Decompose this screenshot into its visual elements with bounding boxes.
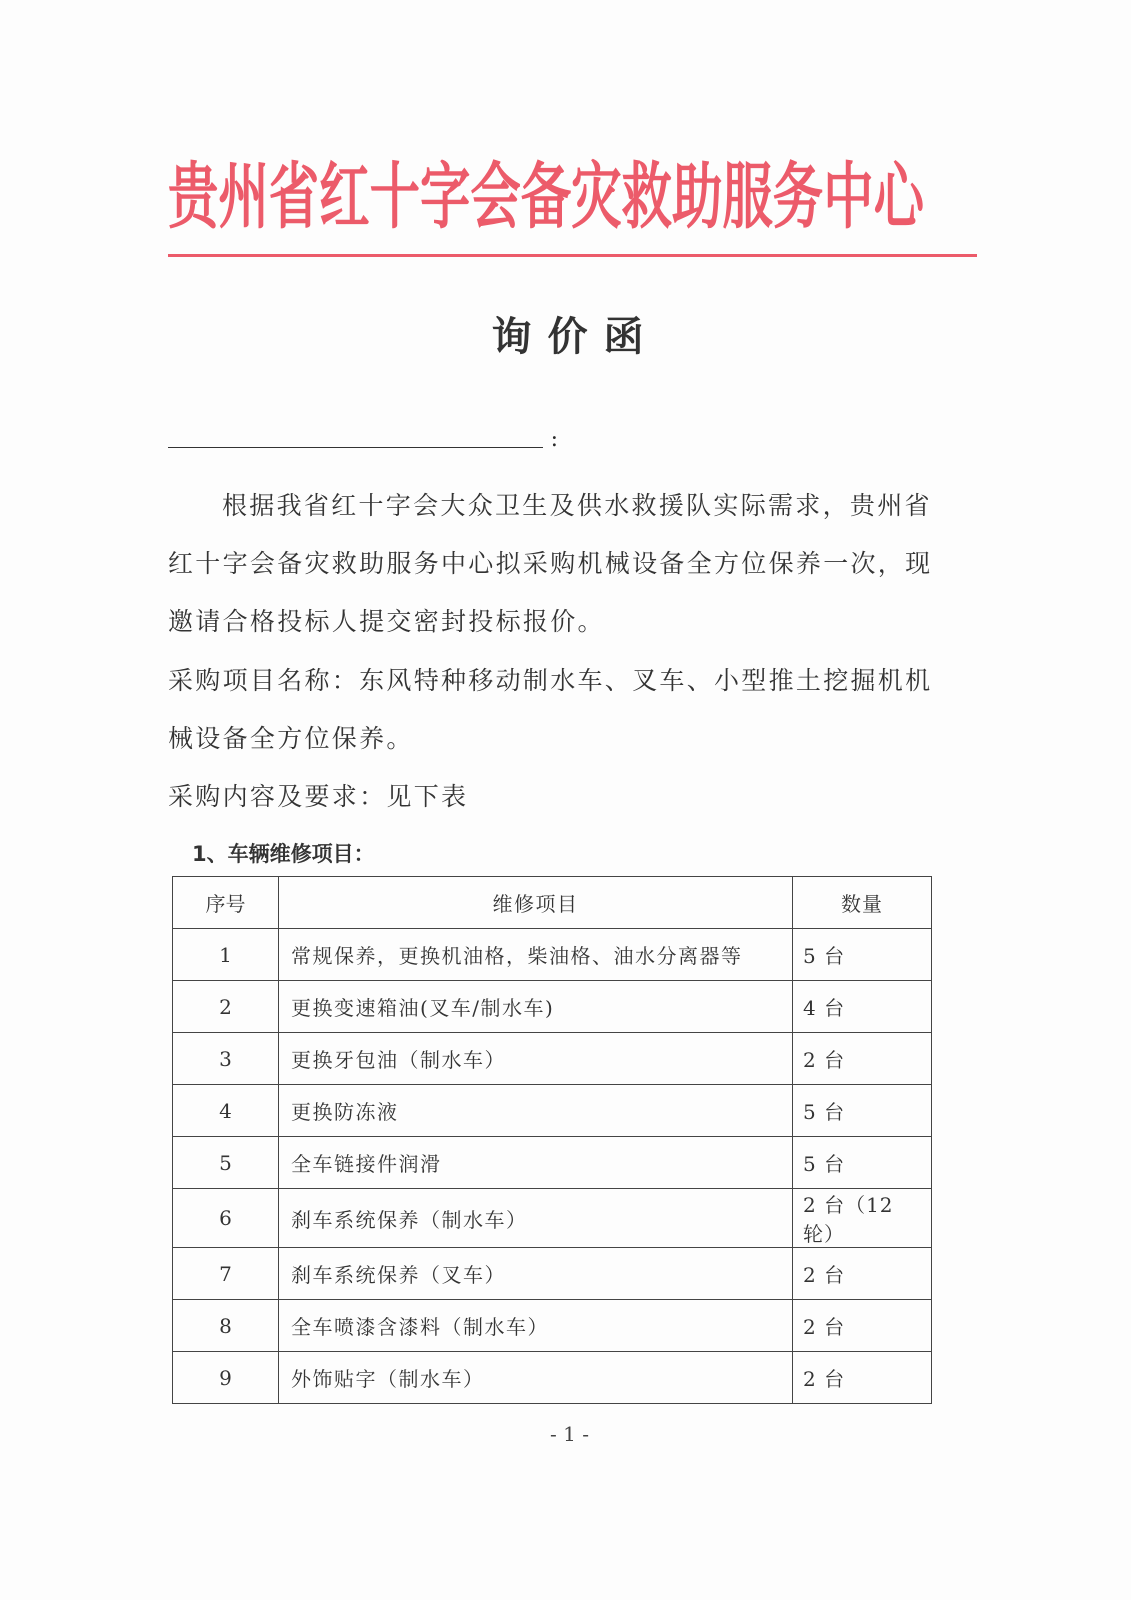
row-serial-number: 8 <box>173 1300 279 1352</box>
letterhead-red-rule <box>168 254 977 257</box>
row-serial-number: 5 <box>173 1137 279 1189</box>
table-row <box>173 1300 932 1352</box>
table-row <box>173 1248 932 1300</box>
addressee-line <box>168 420 558 450</box>
row-serial-number: 9 <box>173 1352 279 1404</box>
row-serial-number: 3 <box>173 1033 279 1085</box>
row-quantity: 5 台 <box>793 1137 932 1189</box>
row-repair-item: 更换变速箱油(叉车/制水车) <box>279 981 793 1033</box>
row-repair-item: 更换防冻液 <box>279 1085 793 1137</box>
section-heading-repair-items: 1、车辆维修项目： <box>192 842 375 866</box>
row-serial-number: 4 <box>173 1085 279 1137</box>
row-repair-item: 全车喷漆含漆料（制水车） <box>279 1300 793 1352</box>
row-serial-number: 7 <box>173 1248 279 1300</box>
row-quantity: 2 台 <box>793 1352 932 1404</box>
row-repair-item: 常规保养，更换机油格，柴油格、油水分离器等 <box>279 929 793 981</box>
row-quantity: 2 台（12 轮） <box>793 1189 932 1248</box>
row-repair-item: 更换牙包油（制水车） <box>279 1033 793 1085</box>
row-serial-number: 1 <box>173 929 279 981</box>
table-row <box>173 1137 932 1189</box>
addressee-colon: : <box>550 427 558 452</box>
row-repair-item: 刹车系统保养（叉车） <box>279 1248 793 1300</box>
body-paragraph-requirements: 采购内容及要求：见下表 <box>168 782 469 811</box>
row-repair-item: 刹车系统保养（制水车） <box>279 1189 793 1248</box>
page-number: - 1 - <box>550 1422 589 1446</box>
table-row <box>173 1033 932 1085</box>
document-title: 询价函 <box>491 314 660 360</box>
row-quantity: 4 台 <box>793 981 932 1033</box>
body-paragraph-project-name: 采购项目名称：东风特种移动制水车、叉车、小型推土挖掘机机械设备全方位保养。 <box>168 666 933 753</box>
table-header-row <box>173 877 932 929</box>
addressee-underline <box>168 447 543 448</box>
body-paragraph-intro: 根据我省红十字会大众卫生及供水救援队实际需求，贵州省红十字会备灾救助服务中心拟采购机械设备全方位保养一次，现邀请合格投标人提交密封投标报价。 <box>168 491 933 636</box>
table-row <box>173 1352 932 1404</box>
header-quantity: 数量 <box>793 877 932 929</box>
row-repair-item: 全车链接件润滑 <box>279 1137 793 1189</box>
row-quantity: 5 台 <box>793 929 932 981</box>
header-repair-item: 维修项目 <box>279 877 793 929</box>
row-quantity: 2 台 <box>793 1033 932 1085</box>
table-row <box>173 1085 932 1137</box>
row-repair-item: 外饰贴字（制水车） <box>279 1352 793 1404</box>
repair-items-table <box>172 876 932 1404</box>
table-row <box>173 929 932 981</box>
row-quantity: 2 台 <box>793 1248 932 1300</box>
row-serial-number: 2 <box>173 981 279 1033</box>
letterhead-org-name: 贵州省红十字会备灾救助服务中心 <box>168 155 924 240</box>
row-quantity: 5 台 <box>793 1085 932 1137</box>
header-serial-number: 序号 <box>173 877 279 929</box>
row-quantity: 2 台 <box>793 1300 932 1352</box>
row-serial-number: 6 <box>173 1189 279 1248</box>
table-row <box>173 1189 932 1248</box>
table-row <box>173 981 932 1033</box>
